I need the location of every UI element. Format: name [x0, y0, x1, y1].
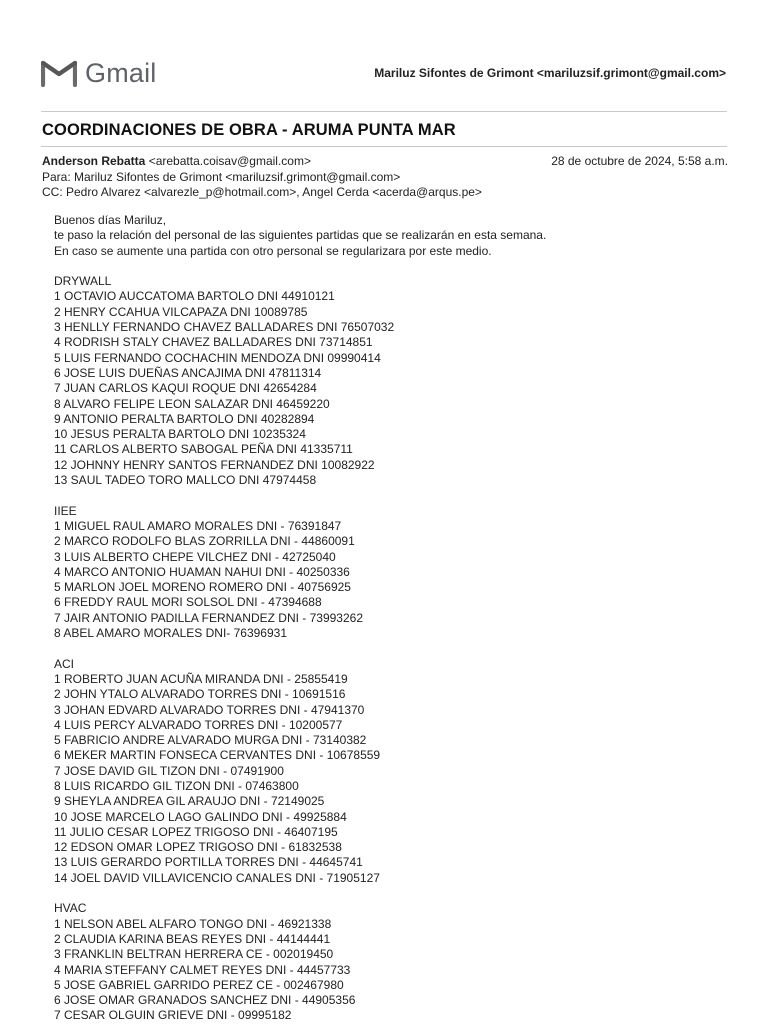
- personnel-item: 2 JOHN YTALO ALVARADO TORRES DNI - 10691516: [54, 687, 346, 702]
- email-subject: COORDINACIONES DE OBRA - ARUMA PUNTA MAR: [42, 121, 456, 139]
- personnel-item: 10 JOSE MARCELO LAGO GALINDO DNI - 49925884: [54, 809, 347, 824]
- personnel-item: 7 JUAN CARLOS KAQUI ROQUE DNI 42654284: [54, 381, 317, 396]
- personnel-item: 14 JOEL DAVID VILLAVICENCIO CANALES DNI - 71905127: [54, 870, 380, 885]
- personnel-item: 5 JOSE GABRIEL GARRIDO PEREZ CE - 002467980: [54, 977, 344, 992]
- personnel-item: 4 RODRISH STALY CHAVEZ BALLADARES DNI 73714851: [54, 335, 373, 350]
- personnel-item: 6 MEKER MARTIN FONSECA CERVANTES DNI - 10678559: [54, 748, 381, 763]
- personnel-item: 1 OCTAVIO AUCCATOMA BARTOLO DNI 44910121: [54, 289, 335, 304]
- personnel-item: 11 CARLOS ALBERTO SABOGAL PEÑA DNI 41335711: [54, 442, 353, 457]
- personnel-item: 9 ANTONIO PERALTA BARTOLO DNI 40282894: [54, 411, 315, 426]
- personnel-item: 5 LUIS FERNANDO COCHACHIN MENDOZA DNI 09990414: [54, 350, 381, 365]
- paragraph-gap: [54, 488, 734, 503]
- personnel-item: 1 MIGUEL RAUL AMARO MORALES DNI - 76391847: [54, 518, 342, 533]
- personnel-item: 7 JOSE DAVID GIL TIZON DNI - 07491900: [54, 763, 284, 778]
- paragraph-gap: [54, 886, 734, 901]
- personnel-item: 7 CESAR OLGUIN GRIEVE DNI - 09995182: [54, 1008, 292, 1023]
- personnel-item: 13 LUIS GERARDO PORTILLA TORRES DNI - 44645741: [54, 855, 363, 870]
- section-title: HVAC: [54, 901, 87, 916]
- account-label: Mariluz Sifontes de Grimont <mariluzsif.grimont@gmail.com>: [374, 66, 726, 80]
- personnel-item: 2 MARCO RODOLFO BLAS ZORRILLA DNI - 44860091: [54, 534, 355, 549]
- personnel-item: 8 ABEL AMARO MORALES DNI- 76396931: [54, 626, 287, 641]
- greeting-line: Buenos días Mariluz,: [54, 213, 167, 227]
- personnel-item: 1 ROBERTO JUAN ACUÑA MIRANDA DNI - 25855419: [54, 671, 348, 686]
- gmail-m-icon: [41, 59, 77, 87]
- sender-name: Anderson Rebatta: [42, 154, 146, 168]
- section-title: ACI: [54, 656, 75, 671]
- subject-divider: [41, 146, 727, 147]
- personnel-item: 6 JOSE OMAR GRANADOS SANCHEZ DNI - 44905356: [54, 993, 356, 1008]
- personnel-item: 8 LUIS RICARDO GIL TIZON DNI - 07463800: [54, 778, 299, 793]
- personnel-item: 12 JOHNNY HENRY SANTOS FERNANDEZ DNI 10082922: [54, 457, 375, 472]
- section-title: DRYWALL: [54, 274, 112, 289]
- paragraph-gap: [54, 641, 734, 656]
- personnel-item: 8 ALVARO FELIPE LEON SALAZAR DNI 46459220: [54, 396, 330, 411]
- personnel-item: 2 CLAUDIA KARINA BEAS REYES DNI - 44144441: [54, 931, 331, 946]
- gmail-header: [0, 0, 768, 110]
- personnel-item: 3 HENLLY FERNANDO CHAVEZ BALLADARES DNI 76507032: [54, 320, 395, 335]
- personnel-item: 3 FRANKLIN BELTRAN HERRERA CE - 002019450: [54, 947, 334, 962]
- personnel-item: 9 SHEYLA ANDREA GIL ARAUJO DNI - 72149025: [54, 794, 325, 809]
- personnel-item: 5 MARLON JOEL MORENO ROMERO DNI - 40756925: [54, 580, 351, 595]
- personnel-item: 4 MARCO ANTONIO HUAMAN NAHUI DNI - 40250336: [54, 564, 350, 579]
- paragraph-gap: [54, 259, 734, 274]
- personnel-item: 7 JAIR ANTONIO PADILLA FERNANDEZ DNI - 73993262: [54, 610, 363, 625]
- personnel-item: 5 FABRICIO ANDRE ALVARADO MURGA DNI - 73140382: [54, 733, 367, 748]
- personnel-item: 1 NELSON ABEL ALFARO TONGO DNI - 46921338: [54, 916, 332, 931]
- personnel-item: 3 LUIS ALBERTO CHEPE VILCHEZ DNI - 42725040: [54, 549, 336, 564]
- email-date: 28 de octubre de 2024, 5:58 a.m.: [551, 154, 728, 168]
- sender-email: <arebatta.coisav@gmail.com>: [148, 154, 311, 168]
- cc-line: CC: Pedro Alvarez <alvarezle_p@hotmail.com>, Angel Cerda <acerda@arqus.pe>: [42, 185, 482, 199]
- personnel-item: 6 JOSE LUIS DUEÑAS ANCAJIMA DNI 47811314: [54, 365, 322, 380]
- personnel-item: 2 HENRY CCAHUA VILCAPAZA DNI 10089785: [54, 304, 308, 319]
- personnel-item: 4 MARIA STEFFANY CALMET REYES DNI - 44457733: [54, 962, 351, 977]
- gmail-wordmark: Gmail: [85, 58, 157, 88]
- personnel-item: 13 SAUL TADEO TORO MALLCO DNI 47974458: [54, 473, 317, 488]
- greeting-line: te paso la relación del personal de las siguientes partidas que se realizarán en esta semana.: [54, 228, 547, 243]
- personnel-item: 3 JOHAN EDVARD ALVARADO TORRES DNI - 47941370: [54, 702, 365, 717]
- gmail-logo[interactable]: [41, 58, 157, 88]
- email-body: [54, 213, 734, 1024]
- section-title: IIEE: [54, 503, 77, 518]
- personnel-item: 10 JESUS PERALTA BARTOLO DNI 10235324: [54, 427, 306, 442]
- header-divider: [41, 111, 727, 112]
- personnel-item: 11 JULIO CESAR LOPEZ TRIGOSO DNI - 46407195: [54, 824, 338, 839]
- greeting-line: En caso se aumente una partida con otro personal se regularizara por este medio.: [54, 243, 492, 258]
- personnel-item: 12 EDSON OMAR LOPEZ TRIGOSO DNI - 61832538: [54, 840, 342, 855]
- personnel-item: 6 FREDDY RAUL MORI SOLSOL DNI - 47394688: [54, 595, 322, 610]
- to-line: Para: Mariluz Sifontes de Grimont <mariluzsif.grimont@gmail.com>: [42, 169, 401, 184]
- email-meta: [42, 154, 728, 201]
- personnel-item: 4 LUIS PERCY ALVARADO TORRES DNI - 10200577: [54, 717, 343, 732]
